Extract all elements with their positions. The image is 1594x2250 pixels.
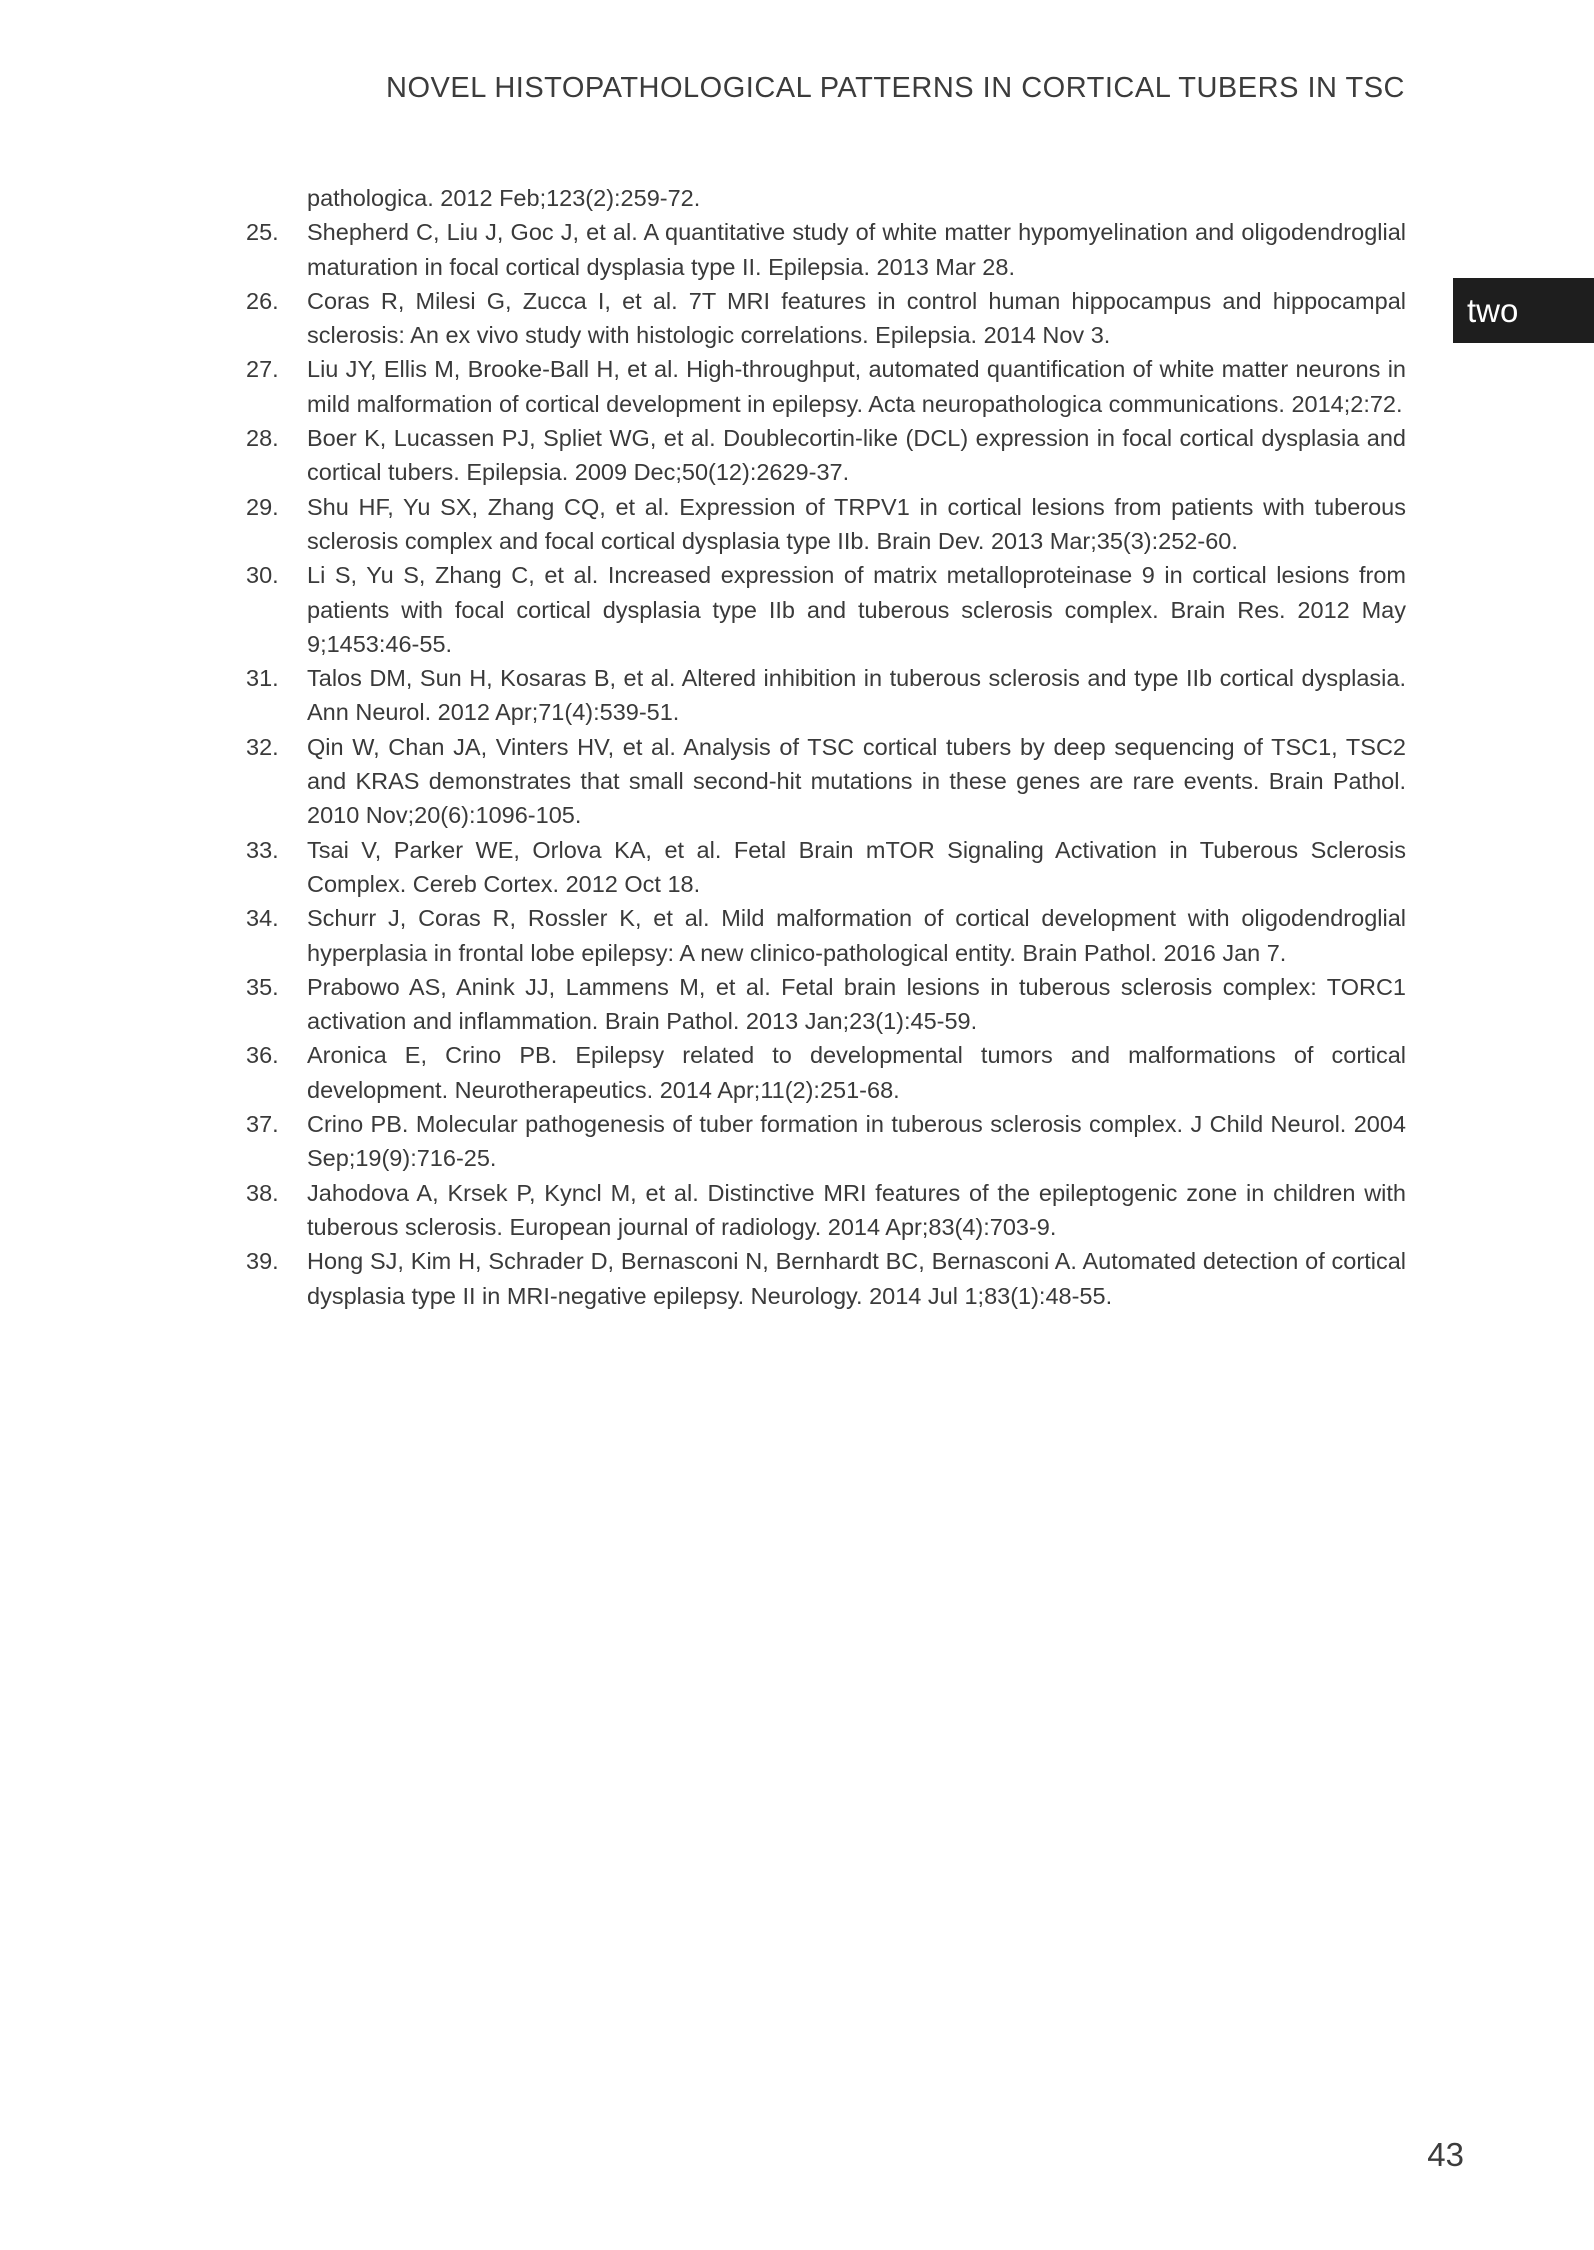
reference-text: Tsai V, Parker WE, Orlova KA, et al. Fetal Brain mTOR Signaling Activation in Tuberous Sclerosis Complex. Cereb Cortex. 2012 Oct 18. (307, 836, 1406, 897)
reference-number: 34. (246, 905, 279, 932)
reference-number: 31. (246, 665, 279, 692)
reference-number: 33. (246, 836, 279, 863)
reference-item (246, 901, 1406, 970)
reference-text: pathologica. 2012 Feb;123(2):259-72. (307, 185, 701, 211)
reference-number: 25. (246, 219, 279, 246)
reference-text: Qin W, Chan JA, Vinters HV, et al. Analysis of TSC cortical tubers by deep sequencing of TSC1, TSC2 and KRAS demonstrates that small second-hit mutations in these genes are rare events. Brain Pathol. 2010 Nov;20(6):1096-105. (307, 733, 1406, 829)
reference-number: 27. (246, 356, 279, 383)
reference-item (246, 284, 1406, 353)
reference-item (246, 730, 1406, 833)
chapter-tab-label: two (1467, 292, 1519, 329)
reference-text: Shepherd C, Liu J, Goc J, et al. A quantitative study of white matter hypomyelination and oligodendroglial maturation in focal cortical dysplasia type II. Epilepsia. 2013 Mar 28. (307, 219, 1406, 280)
reference-list (246, 181, 1406, 1313)
reference-text: Prabowo AS, Anink JJ, Lammens M, et al. Fetal brain lesions in tuberous sclerosis complex: TORC1 activation and inflammation. Brain Pathol. 2013 Jan;23(1):45-59. (307, 973, 1406, 1035)
reference-text: Hong SJ, Kim H, Schrader D, Bernasconi N, Bernhardt BC, Bernasconi A. Automated detection of cortical dysplasia type II in MRI-negative epilepsy. Neurology. 2014 Jul 1;83(1):48-55. (307, 1248, 1406, 1309)
reference-number: 38. (246, 1179, 279, 1206)
page-number: 43 (1427, 2136, 1464, 2173)
reference-text: Jahodova A, Krsek P, Kyncl M, et al. Distinctive MRI features of the epileptogenic zone in children with tuberous sclerosis. European journal of radiology. 2014 Apr;83(4):703-9. (307, 1179, 1406, 1240)
reference-item (246, 1038, 1406, 1107)
reference-item (246, 181, 1406, 215)
running-head: NOVEL HISTOPATHOLOGICAL PATTERNS IN CORTICAL TUBERS IN TSC (386, 72, 1405, 104)
reference-number: 39. (246, 1248, 279, 1275)
reference-number: 32. (246, 733, 279, 760)
reference-item (246, 421, 1406, 490)
reference-number: 29. (246, 493, 279, 520)
reference-number: 36. (246, 1042, 279, 1069)
reference-text: Crino PB. Molecular pathogenesis of tuber formation in tuberous sclerosis complex. J Child Neurol. 2004 Sep;19(9):716-25. (307, 1111, 1406, 1172)
reference-text: Boer K, Lucassen PJ, Spliet WG, et al. Doublecortin-like (DCL) expression in focal cortical dysplasia and cortical tubers. Epilepsia. 2009 Dec;50(12):2629-37. (307, 425, 1406, 486)
reference-text: Shu HF, Yu SX, Zhang CQ, et al. Expression of TRPV1 in cortical lesions from patients with tuberous sclerosis complex and focal cortical dysplasia type IIb. Brain Dev. 2013 Mar;35(3):252-60. (307, 493, 1406, 554)
reference-item (246, 352, 1406, 421)
reference-text: Coras R, Milesi G, Zucca I, et al. 7T MRI features in control human hippocampus and hippocampal sclerosis: An ex vivo study with histologic correlations. Epilepsia. 2014 Nov 3. (307, 287, 1406, 349)
reference-text: Schurr J, Coras R, Rossler K, et al. Mild malformation of cortical development with oligodendroglial hyperplasia in frontal lobe epilepsy: A new clinico-pathological entity. Brain Pathol. 2016 Jan 7. (307, 905, 1406, 966)
reference-text: Li S, Yu S, Zhang C, et al. Increased expression of matrix metalloproteinase 9 in cortical lesions from patients with focal cortical dysplasia type IIb and tuberous sclerosis complex. Brain Res. 2012 May 9;1453:46-55. (307, 562, 1406, 657)
reference-item (246, 1244, 1406, 1313)
reference-item (246, 215, 1406, 284)
reference-number: 37. (246, 1111, 279, 1138)
reference-number: 26. (246, 287, 279, 314)
reference-text: Liu JY, Ellis M, Brooke-Ball H, et al. High-throughput, automated quantification of white matter neurons in mild malformation of cortical development in epilepsy. Acta neuropathologica communications. 2014;2:72. (307, 356, 1406, 417)
reference-text: Aronica E, Crino PB. Epilepsy related to developmental tumors and malformations of cortical development. Neurotherapeutics. 2014 Apr;11(2):251-68. (307, 1042, 1406, 1103)
reference-item (246, 558, 1406, 661)
reference-item (246, 1176, 1406, 1245)
reference-text: Talos DM, Sun H, Kosaras B, et al. Altered inhibition in tuberous sclerosis and type IIb cortical dysplasia. Ann Neurol. 2012 Apr;71(4):539-51. (307, 665, 1406, 726)
reference-number: 30. (246, 562, 279, 589)
chapter-tab (1453, 278, 1594, 343)
reference-number: 28. (246, 425, 279, 452)
reference-item (246, 661, 1406, 730)
reference-item (246, 490, 1406, 559)
reference-number: 35. (246, 973, 279, 1000)
reference-item (246, 833, 1406, 902)
reference-item (246, 970, 1406, 1039)
reference-item (246, 1107, 1406, 1176)
